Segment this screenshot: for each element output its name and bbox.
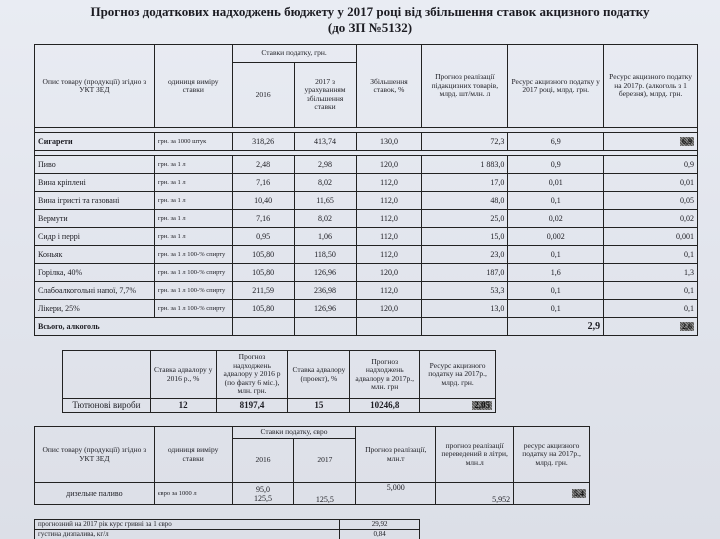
table-row	[35, 192, 698, 210]
row-forecast: 48,0	[422, 192, 508, 210]
row-name: Пиво	[35, 156, 155, 174]
row-rate-2016: 12	[150, 399, 216, 413]
row-name: Лікери, 25%	[35, 300, 155, 318]
row-forecast: 17,0	[422, 174, 508, 192]
row-rate-2016: 2,48	[232, 156, 294, 174]
table-row	[35, 174, 698, 192]
row-resource-law: 1,3	[604, 264, 698, 282]
row-rate-2016: 105,80	[232, 264, 294, 282]
alcohol-rows	[35, 156, 698, 318]
header-resource-law: Ресурс акцизного податку на 2017р. (алкоголь з 1 березня), млрд. грн.	[604, 45, 698, 128]
row-resource: 6,9	[508, 133, 604, 151]
fuel-table	[34, 426, 590, 505]
header-2017: 2017 з урахуванням збільшення ставки	[294, 62, 356, 127]
row-increase: 112,0	[356, 246, 422, 264]
h-goods: Опис товару (продукції) згідно з УКТ ЗЕД	[35, 427, 155, 483]
row-resource-law: 0,1	[604, 246, 698, 264]
row-name: Горілка, 40%	[35, 264, 155, 282]
row-rate-2016: 105,80	[232, 246, 294, 264]
row-unit: грн. за 1 л	[154, 174, 232, 192]
row-rate-2017: 126,96	[294, 264, 356, 282]
row-rate-2016: 7,16	[232, 210, 294, 228]
h-resource: Ресурс акцизного податку на 2017р., млрд. грн.	[420, 351, 496, 399]
row-rate-2017: 236,98	[294, 282, 356, 300]
row-resource: 0,1	[508, 192, 604, 210]
row-rate-2016: 318,26	[232, 133, 294, 151]
excise-rates-table	[34, 44, 698, 336]
note-value: 0,84	[340, 530, 420, 539]
note-label: густина дизпалива, кг/л	[35, 530, 340, 539]
h-resource: ресурс акцизного податку на 2017р., млрд. грн.	[514, 427, 590, 483]
total-label: Всього, алкоголь	[35, 318, 233, 336]
row-resource-law: 6,9	[682, 137, 692, 146]
row-increase: 112,0	[356, 228, 422, 246]
row-rate-2017: 1,06	[294, 228, 356, 246]
h-2016: 2016	[232, 439, 294, 483]
row-resource: 1,6	[508, 264, 604, 282]
row-rate-2017: 2,98	[294, 156, 356, 174]
row-resource-law: 0,05	[604, 192, 698, 210]
row-name: Тютюнові вироби	[63, 399, 151, 413]
row-resource-law: 0,02	[604, 210, 698, 228]
row-forecast-2017: 10246,8	[350, 399, 420, 413]
header-goods: Опис товару (продукції) згідно з УКТ ЗЕД	[35, 45, 155, 128]
table-row	[35, 300, 698, 318]
row-rate-2017: 8,02	[294, 210, 356, 228]
row-name: Вермути	[35, 210, 155, 228]
row-resource-law: 0,001	[604, 228, 698, 246]
row-unit: грн. за 1 л	[154, 156, 232, 174]
row-unit: грн. за 1 л	[154, 192, 232, 210]
row-rate-2016: 0,95	[232, 228, 294, 246]
h-rate-2016: Ставка адвалору у 2016 р., %	[150, 351, 216, 399]
row-unit: грн. за 1 л	[154, 228, 232, 246]
row-resource: 2,05	[474, 400, 490, 410]
total-resource: 2,9	[508, 318, 604, 336]
row-rate-proj: 15	[288, 399, 350, 413]
row-rate-2017: 413,74	[294, 133, 356, 151]
title-line-1: Прогноз додаткових надходжень бюджету у 2017 році від збільшення ставок акцизного податку	[90, 4, 650, 19]
row-rate-2016a: 95,0	[256, 484, 271, 494]
row-resource: 0,1	[508, 246, 604, 264]
table-row	[35, 210, 698, 228]
header-2016: 2016	[232, 62, 294, 127]
table-row	[35, 264, 698, 282]
table-row-cigarettes	[35, 133, 698, 151]
table-header-row	[35, 45, 698, 63]
h-rates: Ставки податку, євро	[232, 427, 356, 439]
row-forecast: 5,000	[356, 483, 436, 505]
row-resource: 0,1	[508, 300, 604, 318]
note-value: 29,92	[340, 520, 420, 530]
row-resource: 0,01	[508, 174, 604, 192]
row-increase: 120,0	[356, 264, 422, 282]
row-forecast: 187,0	[422, 264, 508, 282]
h-forecast-l: прогноз реалізації переведений в літри, млн.л	[436, 427, 514, 483]
row-forecast: 23,0	[422, 246, 508, 264]
header-unit: одиниця виміру ставки	[154, 45, 232, 128]
row-increase: 120,0	[356, 156, 422, 174]
row-forecast: 25,0	[422, 210, 508, 228]
row-forecast-2016: 8197,4	[216, 399, 288, 413]
row-name: Слабоалкогольні напої, 7,7%	[35, 282, 155, 300]
total-resource-law: 2,6	[682, 322, 692, 331]
row-rate-2017: 8,02	[294, 174, 356, 192]
row-unit: грн. за 1 л 100-% спирту	[154, 246, 232, 264]
row-forecast: 15,0	[422, 228, 508, 246]
h-forecast-2016: Прогноз надходжень адвалору у 2016 р (по факту 6 міс.), млн. грн.	[216, 351, 288, 399]
h-unit: одиниця виміру ставки	[154, 427, 232, 483]
row-resource: 0,9	[508, 156, 604, 174]
table-row	[35, 156, 698, 174]
row-rate-2017: 125,5	[294, 483, 356, 505]
table-row-tobacco	[63, 399, 496, 413]
row-rate-2016b: 125,5	[254, 493, 273, 503]
h-forecast: Прогноз реалізації, млн.т	[356, 427, 436, 483]
row-forecast-l: 5,952	[436, 483, 514, 505]
row-unit: грн. за 1 л 100-% спирту	[154, 264, 232, 282]
row-name: Вина ігристі та газовані	[35, 192, 155, 210]
table-row	[35, 282, 698, 300]
row-name: Сидр і перрі	[35, 228, 155, 246]
row-resource: 5,4	[574, 489, 584, 498]
row-resource: 0,1	[508, 282, 604, 300]
row-increase: 130,0	[356, 133, 422, 151]
row-forecast: 53,3	[422, 282, 508, 300]
h-rate-proj: Ставка адвалору (проект), %	[288, 351, 350, 399]
row-forecast: 1 883,0	[422, 156, 508, 174]
row-unit: євро за 1000 л	[154, 483, 232, 505]
row-increase: 120,0	[356, 300, 422, 318]
row-resource: 0,002	[508, 228, 604, 246]
row-rate-2016: 7,16	[232, 174, 294, 192]
row-increase: 112,0	[356, 174, 422, 192]
row-increase: 112,0	[356, 282, 422, 300]
row-unit: грн. за 1000 штук	[154, 133, 232, 151]
table-row-total	[35, 318, 698, 336]
row-rate-2017: 118,50	[294, 246, 356, 264]
header-increase: Збільшення ставок, %	[356, 45, 422, 128]
row-name: Сигарети	[35, 133, 155, 151]
row-resource: 0,02	[508, 210, 604, 228]
row-rate-2017: 126,96	[294, 300, 356, 318]
row-name: Коньяк	[35, 246, 155, 264]
row-increase: 112,0	[356, 192, 422, 210]
note-row	[35, 520, 420, 530]
row-resource-law: 0,1	[604, 300, 698, 318]
row-name: Вина кріплені	[35, 174, 155, 192]
row-increase: 112,0	[356, 210, 422, 228]
row-rate-2016: 211,59	[232, 282, 294, 300]
header-forecast: Прогноз реалізації підакцизних товарів, млрд. шт/млн. л	[422, 45, 508, 128]
row-rate-2016: 10,40	[232, 192, 294, 210]
row-rate-2017: 11,65	[294, 192, 356, 210]
row-resource-law: 0,9	[604, 156, 698, 174]
title-line-2: (до ЗП №5132)	[327, 20, 413, 35]
row-resource-law: 0,1	[604, 282, 698, 300]
row-name: дизельне паливо	[35, 483, 155, 505]
note-row	[35, 530, 420, 539]
notes-table	[34, 519, 420, 539]
row-unit: грн. за 1 л	[154, 210, 232, 228]
table-row	[35, 228, 698, 246]
document-title	[70, 4, 670, 36]
row-forecast: 72,3	[422, 133, 508, 151]
row-unit: грн. за 1 л 100-% спирту	[154, 300, 232, 318]
row-unit: грн. за 1 л 100-% спирту	[154, 282, 232, 300]
advalorem-table	[62, 350, 496, 413]
header-rates: Ставки податку, грн.	[232, 45, 356, 63]
h-2017: 2017	[294, 439, 356, 483]
row-forecast: 13,0	[422, 300, 508, 318]
row-rate-2016: 105,80	[232, 300, 294, 318]
row-resource-law: 0,01	[604, 174, 698, 192]
table-row-diesel	[35, 483, 590, 505]
table-row	[35, 246, 698, 264]
header-resource: Ресурс акцизного податку у 2017 році, млрд. грн.	[508, 45, 604, 128]
h-forecast-2017: Прогноз надходжень адвалору в 2017р., млн. грн	[350, 351, 420, 399]
note-label: прогнозний на 2017 рік курс гривні за 1 євро	[35, 520, 340, 530]
